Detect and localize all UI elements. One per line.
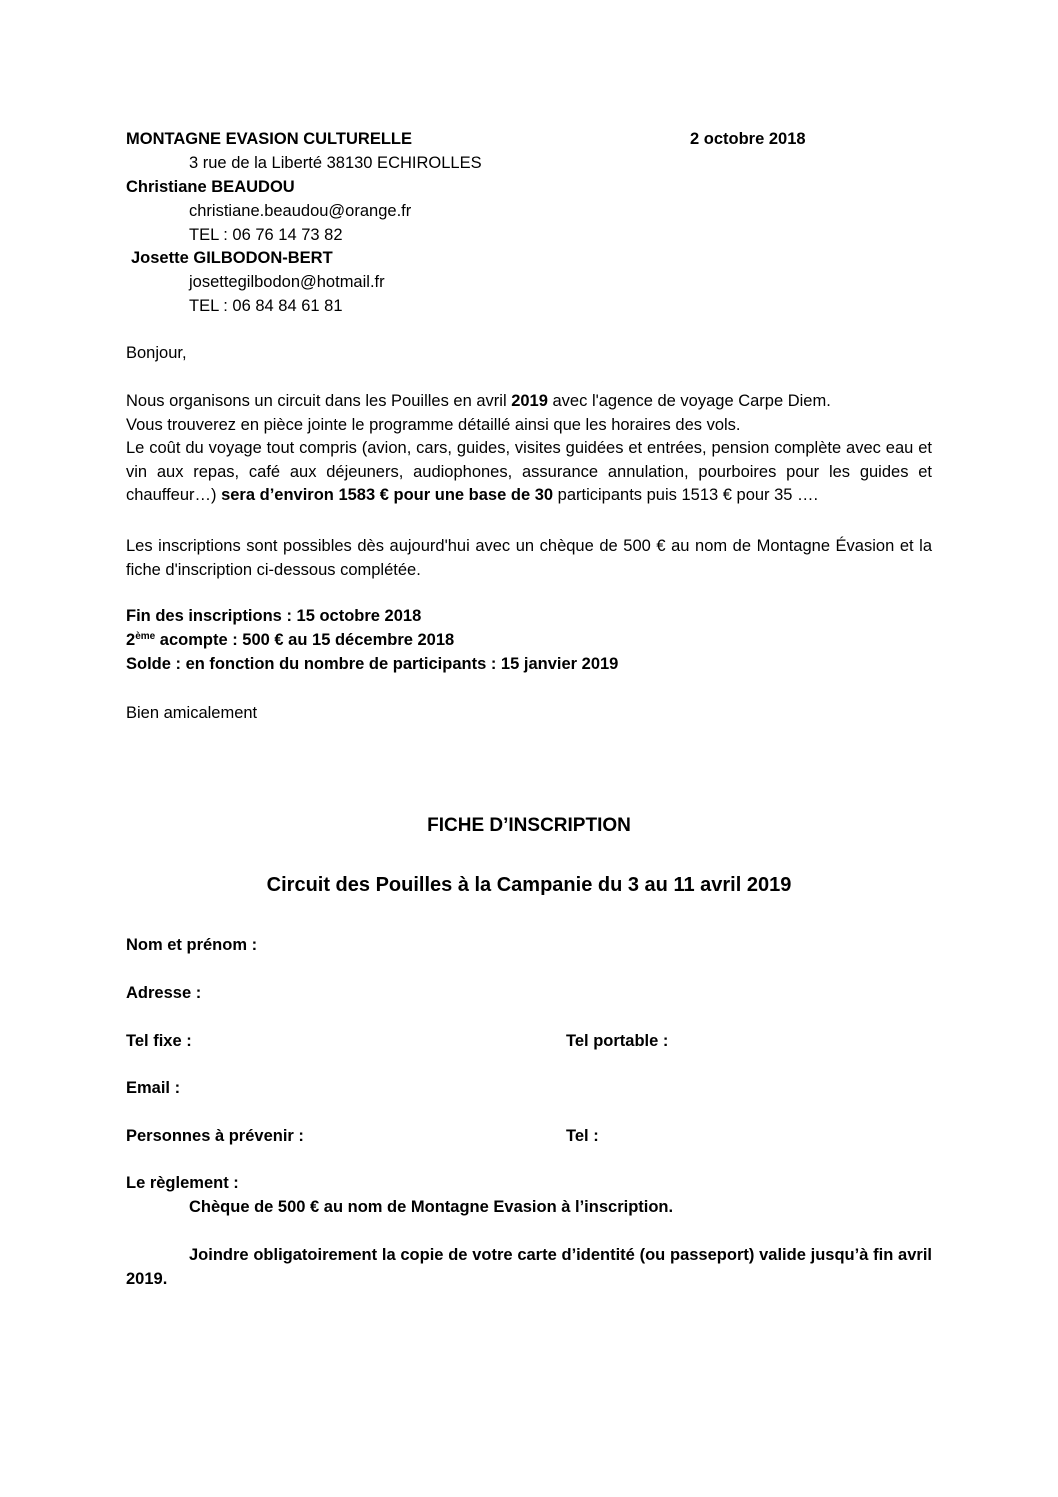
contact1-phone: TEL : 06 76 14 73 82 [189,226,343,244]
form-title: FICHE D’INSCRIPTION [427,815,631,836]
contact2-name: Josette GILBODON-BERT [131,249,333,267]
paragraph-circuit: Nous organisons un circuit dans les Pouilles en avril 2019 avec l'agence de voyage Carpe Diem. [126,392,831,410]
field-label-email: Email : [126,1079,181,1097]
paragraph-registration: Les inscriptions sont possibles dès aujourd'hui avec un chèque de 500 € au nom de Montagne Évasion et la fiche d'inscription ci-dessous complétée. [126,537,932,579]
greeting: Bonjour, [126,344,187,362]
field-label-address: Adresse : [126,984,202,1002]
paragraph-cost: Le coût du voyage tout compris (avion, cars, guides, visites guidées et entrées, pension complète avec eau et vin aux repas, café aux déjeuners, audiophones, assurance annulation, pourboires pour les guides et chauffeur…) sera d’environ 1583 € pour une base de 30 participants puis 1513 € pour 35 …. [126,439,932,504]
field-label-emergency-phone: Tel : [566,1127,599,1145]
field-label-mobile: Tel portable : [566,1032,669,1050]
balance-due: Solde : en fonction du nombre de participants : 15 janvier 2019 [126,655,619,673]
organization-name: MONTAGNE EVASION CULTURELLE [126,130,412,148]
second-deposit: 2ème acompte : 500 € au 15 décembre 2018 [126,631,455,649]
letter-body-paragraph [126,390,932,508]
field-label-emergency-contact: Personnes à prévenir : [126,1127,304,1145]
organization-address: 3 rue de la Liberté 38130 ECHIROLLES [189,154,482,172]
contact2-email[interactable]: josettegilbodon@hotmail.fr [189,273,385,291]
payment-cheque-note: Chèque de 500 € au nom de Montagne Evasion à l’inscription. [189,1198,674,1216]
id-document-note: Joindre obligatoirement la copie de votre carte d’identité (ou passeport) valide jusqu’à fin avril 2019. [126,1246,932,1288]
closing: Bien amicalement [126,704,258,722]
form-subtitle: Circuit des Pouilles à la Campanie du 3 au 11 avril 2019 [266,874,792,896]
contact1-name: Christiane BEAUDOU [126,178,295,196]
field-label-name: Nom et prénom : [126,936,258,954]
payment-heading: Le règlement : [126,1174,239,1192]
registration-deadline: Fin des inscriptions : 15 octobre 2018 [126,607,422,625]
field-label-landline: Tel fixe : [126,1032,192,1050]
paragraph-attachment: Vous trouverez en pièce jointe le programme détaillé ainsi que les horaires des vols. [126,415,741,434]
letter-date: 2 octobre 2018 [690,130,806,148]
contact1-email[interactable]: christiane.beaudou@orange.fr [189,202,412,220]
contact2-phone: TEL : 06 84 84 61 81 [189,297,343,315]
